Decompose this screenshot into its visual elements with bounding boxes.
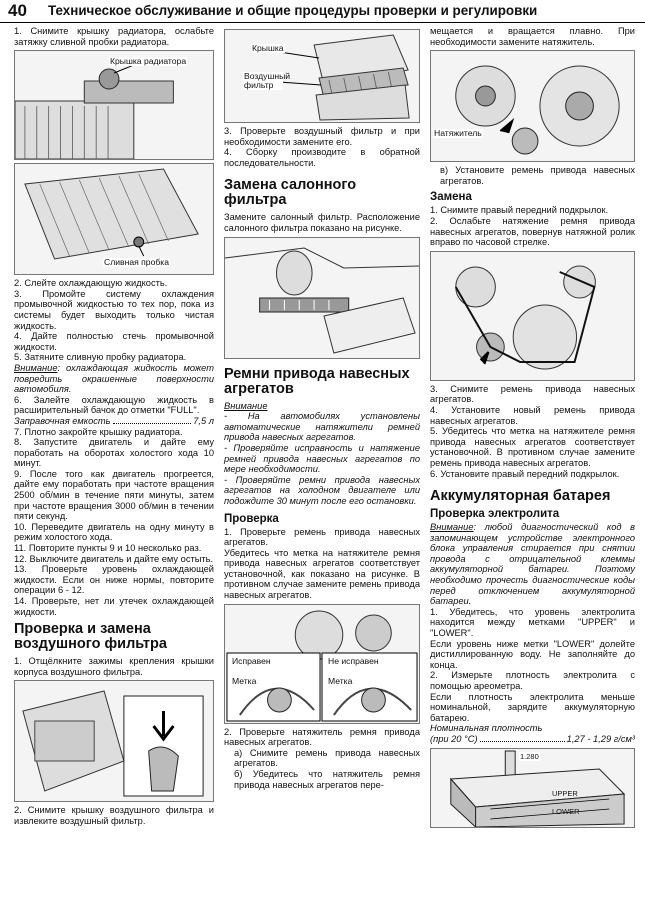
step: 1. Убедитесь, что уровень электролита находится между метками "UPPER" и "LOWER". — [430, 606, 635, 639]
battery-figure — [430, 748, 635, 828]
step: 4. Установите новый ремень привода навесных агрегатов. — [430, 404, 635, 426]
paragraph: Если уровень ниже метки "LOWER" долейте дистиллированную воду. Не заполняйте до конца. — [430, 638, 635, 670]
step: 2. Проверьте натяжитель ремня привода навесных агрегатов. — [224, 726, 420, 748]
note-line: - Проверяйте ремни привода навесных агрегатов на холодном двигателе или подождите 30 минут после его остановки. — [224, 474, 420, 506]
figure-label: Сливная пробка — [104, 257, 170, 268]
column-left — [14, 26, 214, 827]
figure-label: Исправен — [232, 655, 271, 666]
section-heading: Проверка и замена воздушного фильтра — [14, 621, 167, 653]
step: 5. Убедитесь что метка на натяжителе ремня привода навесных агрегатов соответствует установочной. В противном случае замените ремень привода навесных агрегатов. — [430, 426, 635, 468]
step: 4. Дайте полностью стечь промывочной жидкости. — [14, 331, 214, 352]
figure-label: Не исправен — [328, 655, 379, 666]
tensioner-mark-figure — [224, 604, 420, 724]
air-filter-clip-figure — [14, 680, 214, 802]
subsection-heading: Замена — [430, 191, 472, 204]
pulley-drawing — [431, 51, 634, 161]
step: 1. Снимите правый передний подкрылок. — [430, 205, 609, 216]
paragraph: Убедитесь что метка на натяжителе ремня привода навесных агрегатов соответствует установочной, как показано на рисунке. В противном случае замените ремень привода навесных агрегатов. — [224, 547, 420, 601]
note-text: : охлаждающая жидкость может повредить окрашенные поверхности автомобиля. — [14, 362, 214, 395]
step: 12. Выключите двигатель и дайте ему остыть. — [14, 553, 214, 564]
figure-label: Метка — [328, 675, 353, 686]
column-right — [430, 26, 635, 831]
step: 2. Ослабьте натяжение ремня привода навесных агрегатов, повернув натяжной ролик вправо по часовой стрелке. — [430, 215, 635, 248]
step: 6. Залейте охлаждающую жидкость в расширительный бачок до отметки "FULL". — [14, 394, 214, 416]
tensioner-figure — [430, 50, 635, 162]
note-label: Внимание — [224, 400, 268, 411]
paragraph: Замените салонный фильтр. Расположение салонного фильтра показано на рисунке. — [224, 212, 420, 233]
note-line: - На автомобилях установлены автоматические натяжители ремней привода навесных агрегатов. — [224, 411, 420, 443]
step: 13. Проверьте уровень охлаждающей жидкости. Если он ниже нормы, повторите операции 6 - 12. — [14, 564, 214, 596]
step: 1. Отщёлкните зажимы крепления крышки корпуса воздушного фильтра. — [14, 656, 214, 677]
figure-label: Воздушный фильтр — [244, 71, 291, 90]
step: 9. После того как двигатель прогреется, дайте ему поработать при частоте вращения 2500 об/мин в течение пяти минуты, затем при частоте вращения 3000 об/мин в течении пяти секунд. — [14, 468, 214, 522]
note-text: : любой диагностический код в запоминающем устройстве электронного блока управления стирается при снятии провода с отрицательной клеммы аккумуляторной батареи. Поэтому необходимо прочесть диагностические коды перед отключением аккумуляторной батареи. — [430, 522, 635, 607]
belt-routing-figure — [430, 251, 635, 381]
cabin-filter-figure — [224, 237, 420, 359]
radiator-drawing — [15, 51, 213, 159]
note-label: Внимание — [430, 522, 474, 533]
substep: в) Установите ремень привода навесных агрегатов. — [440, 165, 635, 186]
density-spec-label: Номинальная плотность — [430, 723, 543, 734]
step: 3. Снимите ремень привода навесных агрегатов. — [430, 383, 635, 405]
step: 3. Проверьте воздушный фильтр и при необходимости замените его. — [224, 126, 420, 147]
subsection-heading: Проверка — [224, 512, 279, 525]
figure-label: 1.280 — [520, 751, 539, 761]
density-spec — [430, 734, 635, 745]
step: 8. Запустите двигатель и дайте ему поработать на оборотах холостого хода 10 минут. — [14, 437, 214, 469]
step: 4. Сборку производите в обратной последовательности. — [224, 147, 420, 168]
step: 1. Проверьте ремень привода навесных агрегатов. — [224, 526, 420, 548]
page-number: 40 — [8, 1, 27, 20]
paragraph: Если плотность электролита меньше номинальной, зарядите аккумуляторную батарею. — [430, 691, 635, 723]
radiator-cap-figure — [14, 50, 214, 160]
step: 2. Слейте охлаждающую жидкость. — [14, 278, 168, 289]
spec-condition: (при 20 °С) — [430, 733, 478, 744]
section-heading: Ремни привода навесных агрегатов — [224, 365, 410, 397]
substep: а) Снимите ремень привода навесных агрегатов. — [234, 747, 420, 769]
figure-label: Крышка радиатора — [110, 56, 187, 67]
figure-label: Метка — [232, 675, 257, 686]
spec-value: 7,5 л — [193, 415, 214, 426]
substep: б) Убедитесь что натяжитель ремня привода навесных агрегатов пере- — [234, 769, 420, 790]
step: 2. Измерьте плотность электролита с помощью ареометра. — [430, 670, 635, 691]
figure-label: UPPER — [552, 788, 578, 798]
spec-value: 1,27 - 1,29 г/см³ — [566, 733, 635, 744]
warning-note — [14, 363, 214, 395]
figure-label: Крышка — [252, 43, 284, 53]
step: 6. Установите правый передний подкрылок. — [430, 468, 620, 479]
column-middle — [224, 26, 420, 790]
note-line: - Проверяйте исправность и натяжение ремней привода навесных агрегатов по мере необходимости. — [224, 442, 420, 475]
step: 11. Повторите пункты 9 и 10 несколько раз. — [14, 543, 202, 554]
page-header — [0, 0, 645, 23]
paragraph: мещается и вращается плавно. При необходимости замените натяжитель. — [430, 26, 635, 47]
air-filter-figure — [224, 29, 420, 123]
step: 2. Снимите крышку воздушного фильтра и извлеките воздушный фильтр. — [14, 805, 214, 826]
air-filter-housing-drawing — [15, 681, 213, 801]
warning-note — [430, 522, 635, 607]
capacity-spec — [14, 416, 214, 427]
note-label: Внимание — [14, 362, 58, 373]
glovebox-drawing — [225, 238, 419, 358]
section-heading: Аккумуляторная батарея — [430, 488, 611, 505]
spec-label: Заправочная емкость — [14, 415, 111, 426]
page-title: Техническое обслуживание и общие процедуры проверки и регулировки — [48, 3, 538, 18]
belt-drawing — [431, 252, 634, 380]
step: 10. Переведите двигатель на одну минуту в режим холостого хода. — [14, 521, 214, 543]
step: 3. Промойте систему охлаждения промывочной жидкостью то тех пор, пока из системы будет выходить только чистая жидкость. — [14, 288, 214, 331]
drain-plug-figure — [14, 163, 214, 275]
figure-label: LOWER — [552, 806, 580, 816]
section-heading: Замена салонного фильтра — [224, 177, 357, 209]
step: 14. Проверьте, нет ли утечек охлаждающей жидкости. — [14, 596, 214, 617]
figure-label: Натяжитель — [434, 128, 482, 139]
step: 7. Плотно закройте крышку радиатора. — [14, 426, 183, 437]
paragraph: 1. Снимите крышку радиатора, ослабьте затяжку сливной пробки радиатора. — [14, 26, 214, 47]
subsection-heading: Проверка электролита — [430, 508, 560, 521]
step: 5. Затяните сливную пробку радиатора. — [14, 352, 187, 363]
